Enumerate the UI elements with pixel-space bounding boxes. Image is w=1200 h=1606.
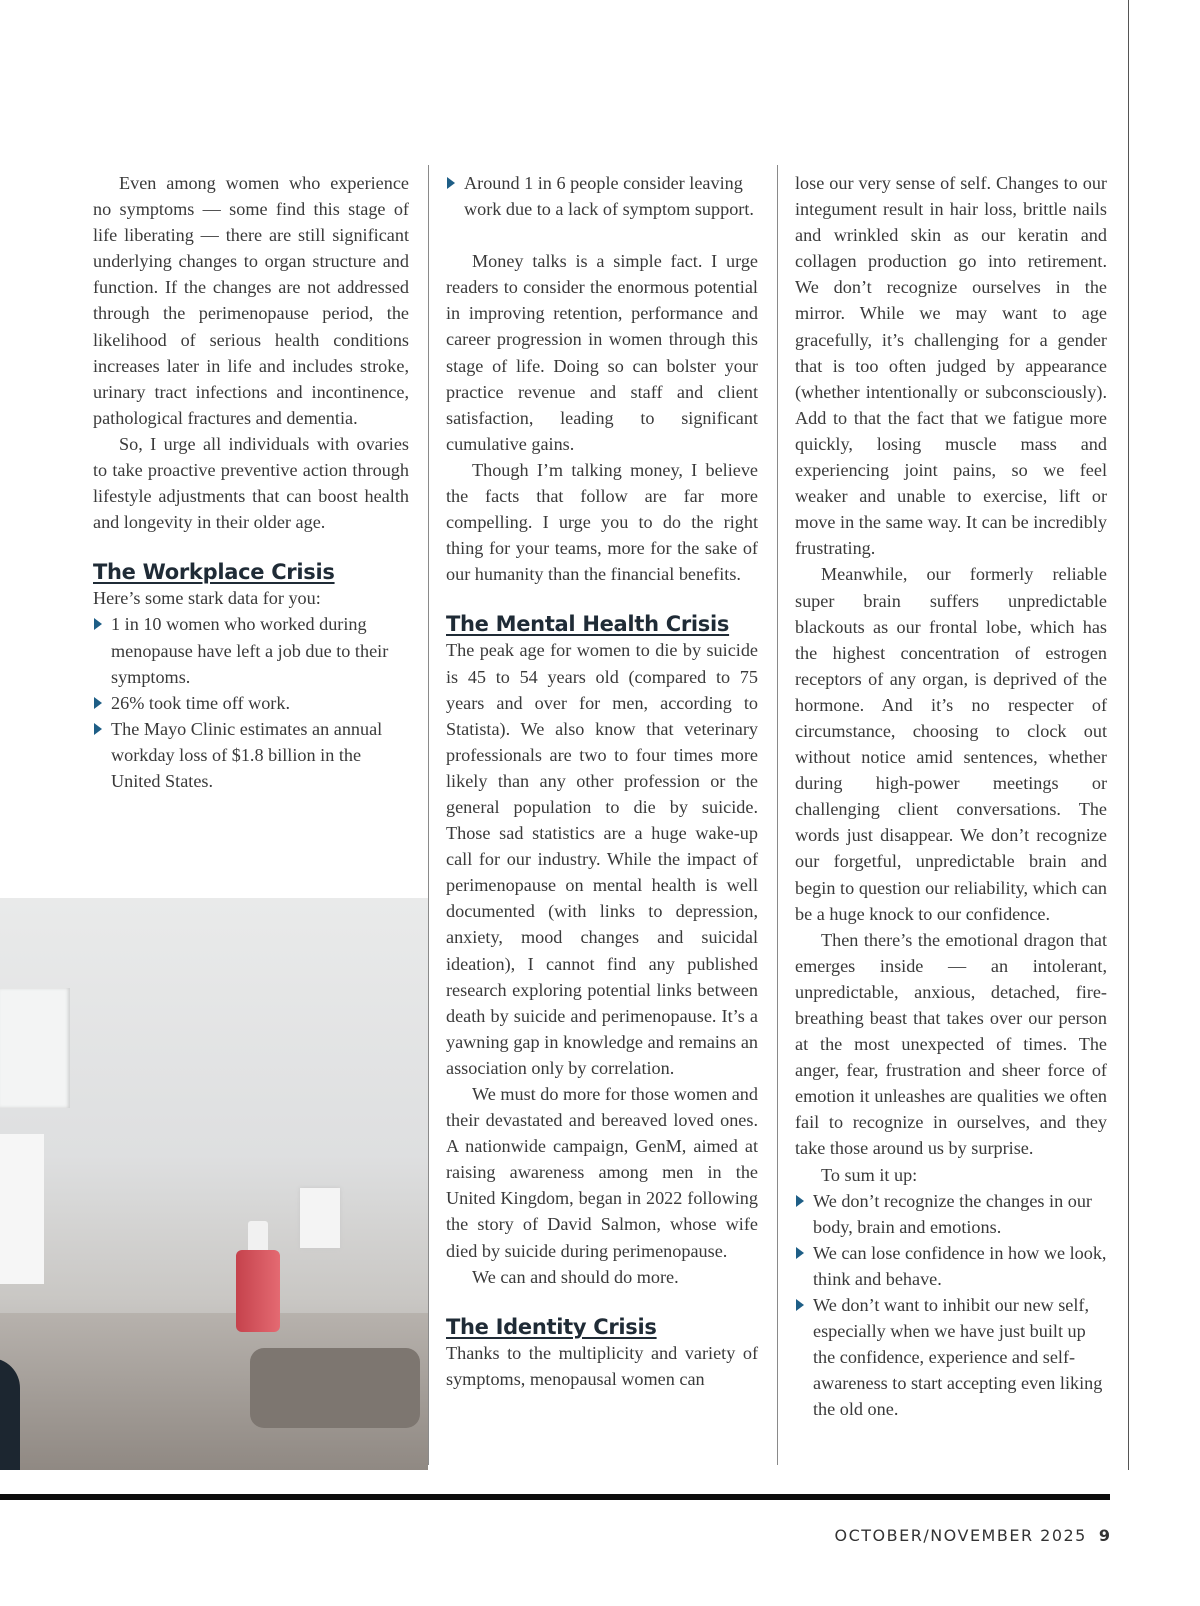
- arrow-bullet-icon: [796, 1247, 804, 1259]
- soap-bottle: [236, 1250, 280, 1332]
- list-item: We can lose confidence in how we look, think and behave.: [795, 1240, 1107, 1292]
- footer-rule: [0, 1494, 1110, 1500]
- paragraph: Thanks to the multiplicity and variety of symptoms, menopausal women can: [446, 1342, 758, 1389]
- page-footer: [834, 1526, 1110, 1545]
- bullet-list: [446, 170, 758, 222]
- page-edge-line: [1128, 0, 1129, 1470]
- section-heading: The Mental Health Crisis: [446, 612, 730, 637]
- paragraph: The peak age for women to die by suicide is 45 to 54 years old (compared to 75 years and over for men, according to Statista). We also know that veterinary professionals are two to four times more likely than any other profession or the general population to die by suicide. Those sad statistics are a huge wake-up call for our industry. While the impact of perimenopause on mental health is well documented (with links to depression, anxiety, mood changes and suicidal ideation), I cannot find any published research exploring potential links between death by suicide and perimenopause. It’s a yawning gap in knowledge and remains an association only by correlation.: [446, 640, 758, 1078]
- wall-frame: [0, 988, 70, 1108]
- column-2: [446, 170, 758, 1392]
- column-divider: [777, 165, 778, 1465]
- paragraph: Here’s some stark data for you:: [93, 588, 321, 609]
- list-item: 1 in 10 women who worked during menopause have left a job due to their symptoms.: [93, 611, 409, 689]
- soap-pump: [248, 1221, 268, 1253]
- bullet-list: [93, 611, 409, 794]
- list-item: We don’t recognize the changes in our body, brain and emotions.: [795, 1188, 1107, 1240]
- paragraph: So, I urge all individuals with ovaries to take proactive preventive action through lifestyle adjustments that can boost health and longevity in their older age.: [93, 433, 409, 533]
- arrow-bullet-icon: [796, 1195, 804, 1207]
- paragraph: To sum it up:: [821, 1164, 918, 1185]
- column-3: [795, 170, 1107, 1423]
- list-item: The Mayo Clinic estimates an annual workday loss of $1.8 billion in the United States.: [93, 716, 409, 794]
- list-item: 26% took time off work.: [93, 690, 409, 716]
- arrow-bullet-icon: [94, 697, 102, 709]
- paragraph: We can and should do more.: [472, 1266, 679, 1287]
- section-heading: The Workplace Crisis: [93, 560, 335, 585]
- bathroom-photo: [0, 898, 428, 1470]
- column-1: [93, 170, 409, 794]
- paragraph: Money talks is a simple fact. I urge readers to consider the enormous potential in improving retention, performance and career progression in women through this stage of life. Doing so can bolster your practice revenue and staff and client satisfaction, leading to significant cumulative gains.: [446, 251, 758, 454]
- arrow-bullet-icon: [94, 723, 102, 735]
- page-number: 9: [1098, 1526, 1110, 1545]
- sink: [250, 1348, 420, 1428]
- paragraph: Then there’s the emotional dragon that emerges inside — an intolerant, unpredictable, anxious, detached, fire-breathing beast that takes over our person at the most unexpected of times. The anger, fear, frustration and sheer force of emotion it unleashes are qualities we often fail to recognize in ourselves, and they take those around us by surprise.: [795, 929, 1107, 1159]
- paragraph: We must do more for those women and their devastated and bereaved loved ones. A nationwide campaign, GenM, aimed at raising awareness among men in the United Kingdom, began in 2022 following the story of David Salmon, whose wife died by suicide during perimenopause.: [446, 1084, 758, 1261]
- paragraph: Even among women who experience no symptoms — some find this stage of life liberating — there are still significant underlying changes to organ structure and function. If the changes are not addressed through the perimenopause period, the likelihood of serious health conditions increases later in life and includes stroke, urinary tract infections and incontinence, pathological fractures and dementia.: [93, 173, 409, 428]
- bullet-list: [795, 1188, 1107, 1423]
- arrow-bullet-icon: [94, 618, 102, 630]
- wall-outlet: [300, 1188, 340, 1248]
- list-item: We don’t want to inhibit our new self, especially when we have just built up the confidence, experience and self-awareness to start accepting even liking the old one.: [795, 1292, 1107, 1422]
- wall-frame: [0, 1134, 44, 1284]
- paragraph: Though I’m talking money, I believe the facts that follow are far more compelling. I urge you to do the right thing for your teams, more for the sake of our humanity than the financial benefits.: [446, 459, 758, 585]
- paragraph: Meanwhile, our formerly reliable super brain suffers unpredictable blackouts as our frontal lobe, which has the highest concentration of estrogen receptors of any organ, is deprived of the hormone. And it’s no respecter of circumstance, choosing to clock out without notice amid sentences, whether during high-power meetings or challenging client conversations. The words just disappear. We don’t recognize our forgetful, unpredictable brain and begin to question our reliability, which can be a huge knock to our confidence.: [795, 564, 1107, 924]
- arrow-bullet-icon: [447, 177, 455, 189]
- list-item: Around 1 in 6 people consider leaving work due to a lack of symptom support.: [446, 170, 758, 222]
- issue-date: OCTOBER/NOVEMBER 2025: [834, 1526, 1087, 1545]
- dark-figure: [0, 1358, 20, 1470]
- column-divider: [428, 165, 429, 1465]
- arrow-bullet-icon: [796, 1299, 804, 1311]
- section-heading: The Identity Crisis: [446, 1314, 657, 1339]
- paragraph: lose our very sense of self. Changes to our integument result in hair loss, brittle nails and wrinkled skin as our keratin and collagen production go into retirement. We don’t recognize ourselves in the mirror. While we may want to age gracefully, it’s challenging for a gender that is too often judged by appearance (whether intentionally or subconsciously). Add to that the fact that we fatigue more quickly, losing muscle mass and experiencing joint pains, so we feel weaker and unable to exercise, lift or move in the same way. It can be incredibly frustrating.: [795, 173, 1107, 559]
